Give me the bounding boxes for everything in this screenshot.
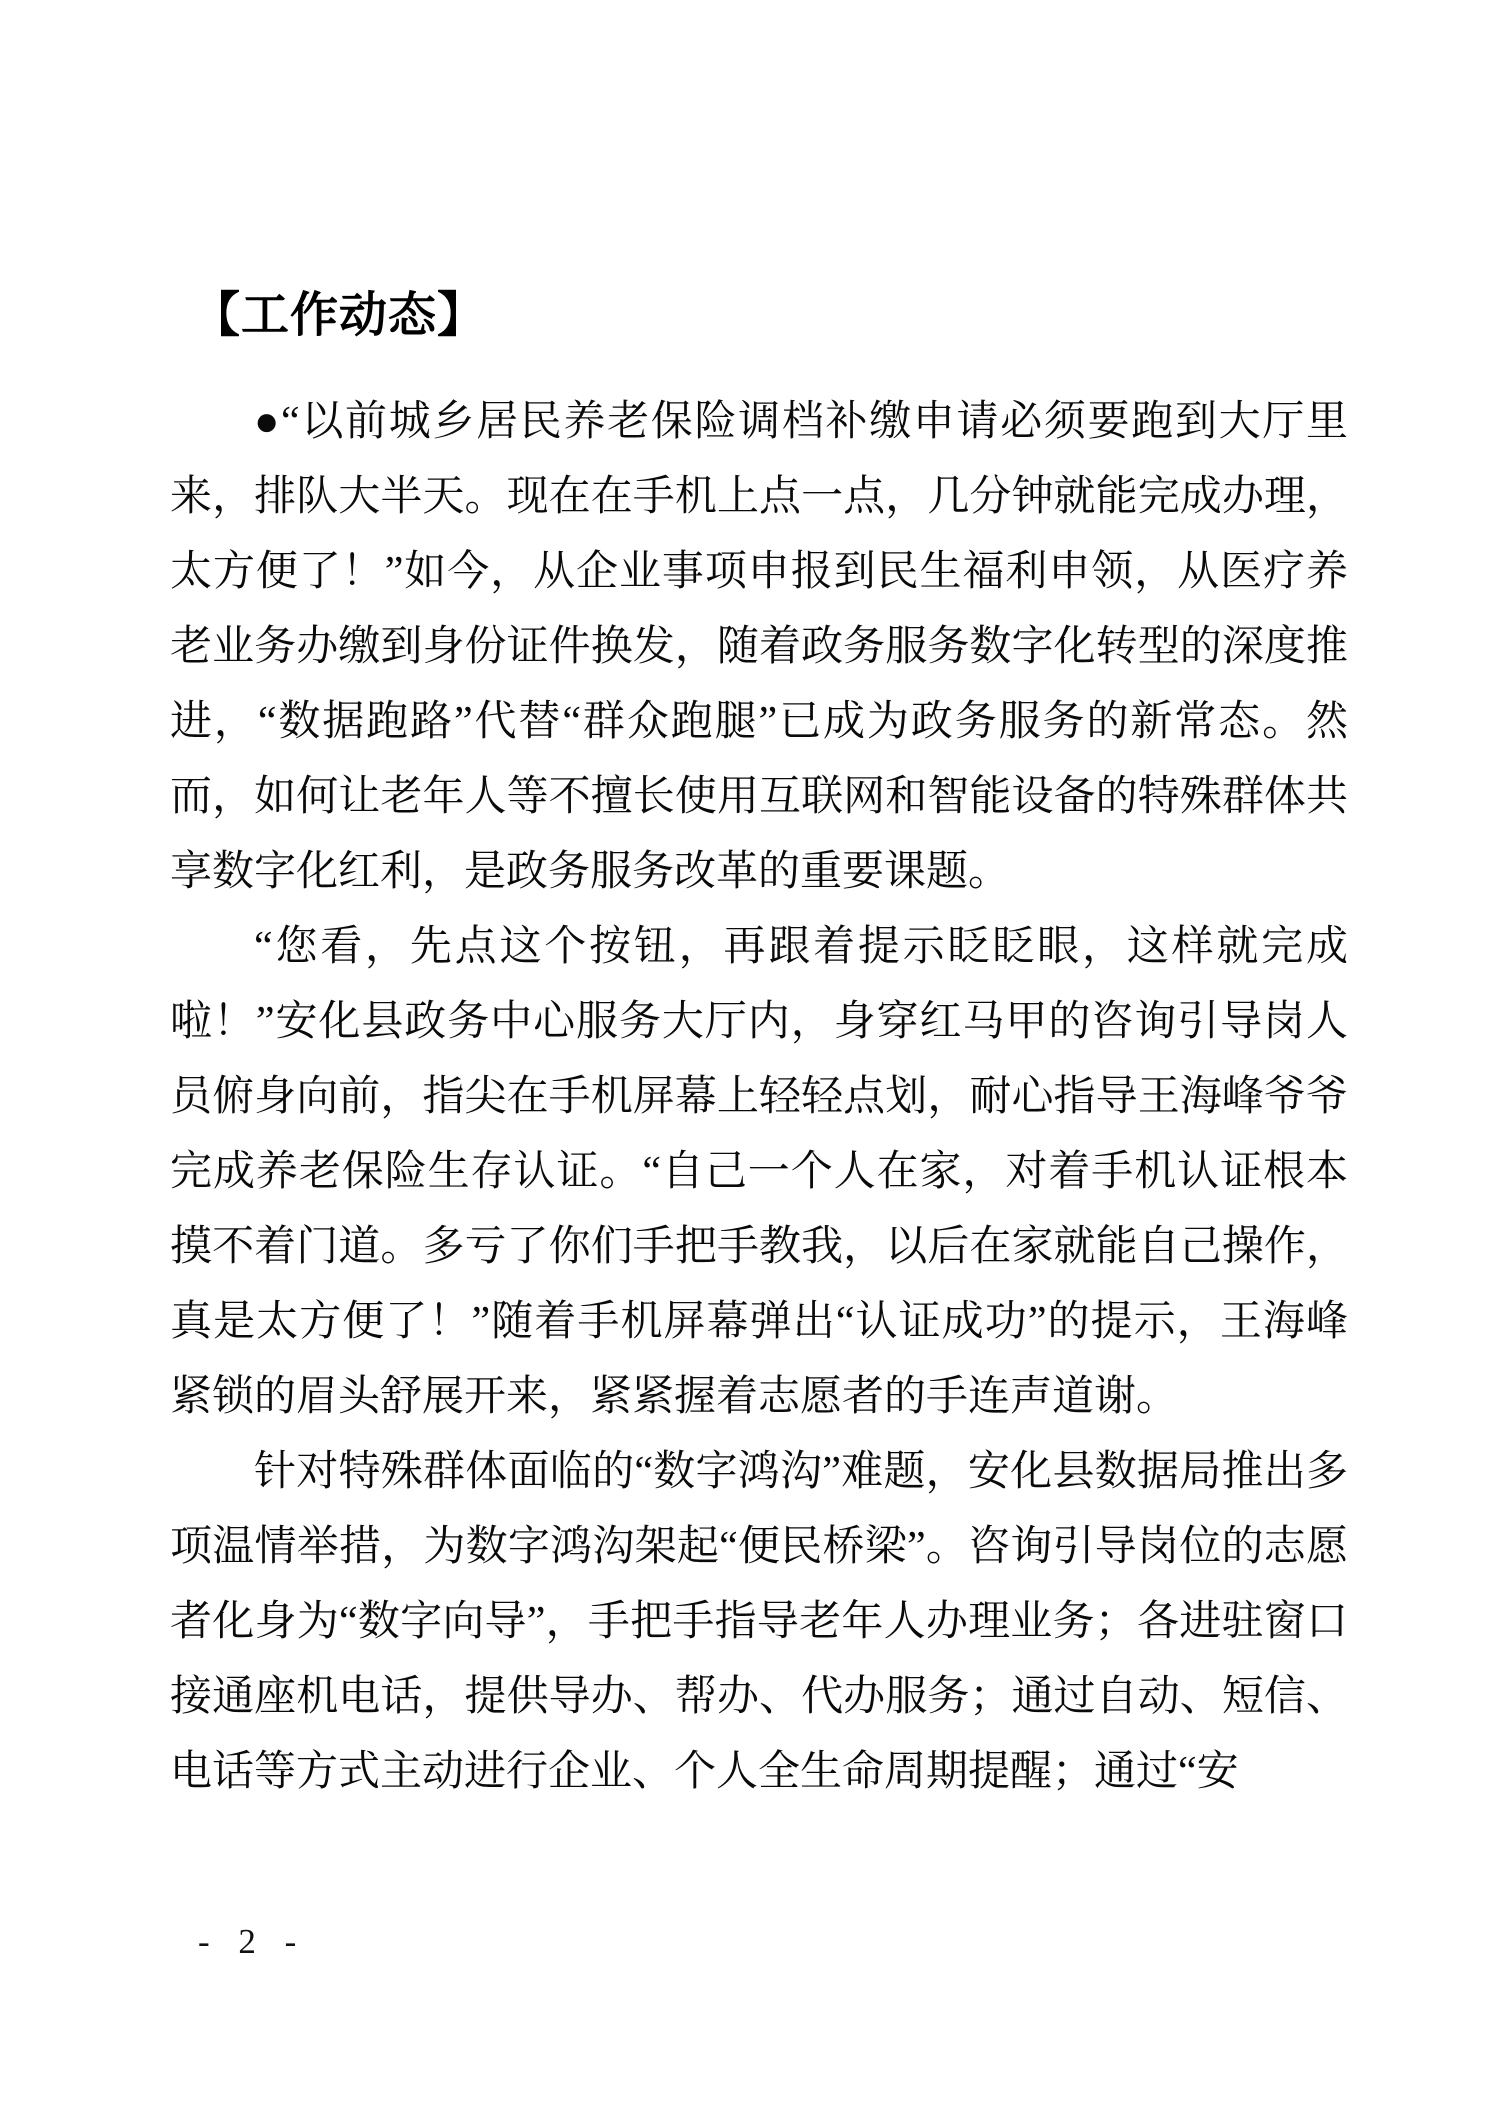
section-header: 【工作动态】 <box>192 289 487 342</box>
paragraph: 针对特殊群体面临的“数字鸿沟”难题，安化县数据局推出多项温情举措，为数字鸿沟架起“便民桥梁”。咨询引导岗位的志愿者化身为“数字向导”，手把手指导老年人办理业务；各进驻窗口接通座机电话，提供导办、帮办、代办服务；通过自动、短信、电话等方式主动进行企业、个人全生命周期提醒；通过“安 <box>170 1449 1348 1795</box>
paragraph: “您看，先点这个按钮，再跟着提示眨眨眼，这样就完成啦！”安化县政务中心服务大厅内，身穿红马甲的咨询引导岗人员俯身向前，指尖在手机屏幕上轻轻点划，耐心指导王海峰爷爷完成养老保险生存认证。“自己一个人在家，对着手机认证根本摸不着门道。多亏了你们手把手教我，以后在家就能自己操作，真是太方便了！”随着手机屏幕弹出“认证成功”的提示，王海峰紧锁的眉头舒展开来，紧紧握着志愿者的手连声道谢。 <box>170 924 1348 1420</box>
document-body <box>170 385 1348 1810</box>
paragraph: ●“以前城乡居民养老保险调档补缴申请必须要跑到大厅里来，排队大半天。现在在手机上点一点，几分钟就能完成办理，太方便了！”如今，从企业事项申报到民生福利申领，从医疗养老业务办缴到身份证件换发，随着政务服务数字化转型的深度推进，“数据跑路”代替“群众跑腿”已成为政务服务的新常态。然而，如何让老年人等不擅长使用互联网和智能设备的特殊群体共享数字化红利，是政务服务改革的重要课题。 <box>170 399 1348 895</box>
page-number: - 2 - <box>198 1922 307 1961</box>
